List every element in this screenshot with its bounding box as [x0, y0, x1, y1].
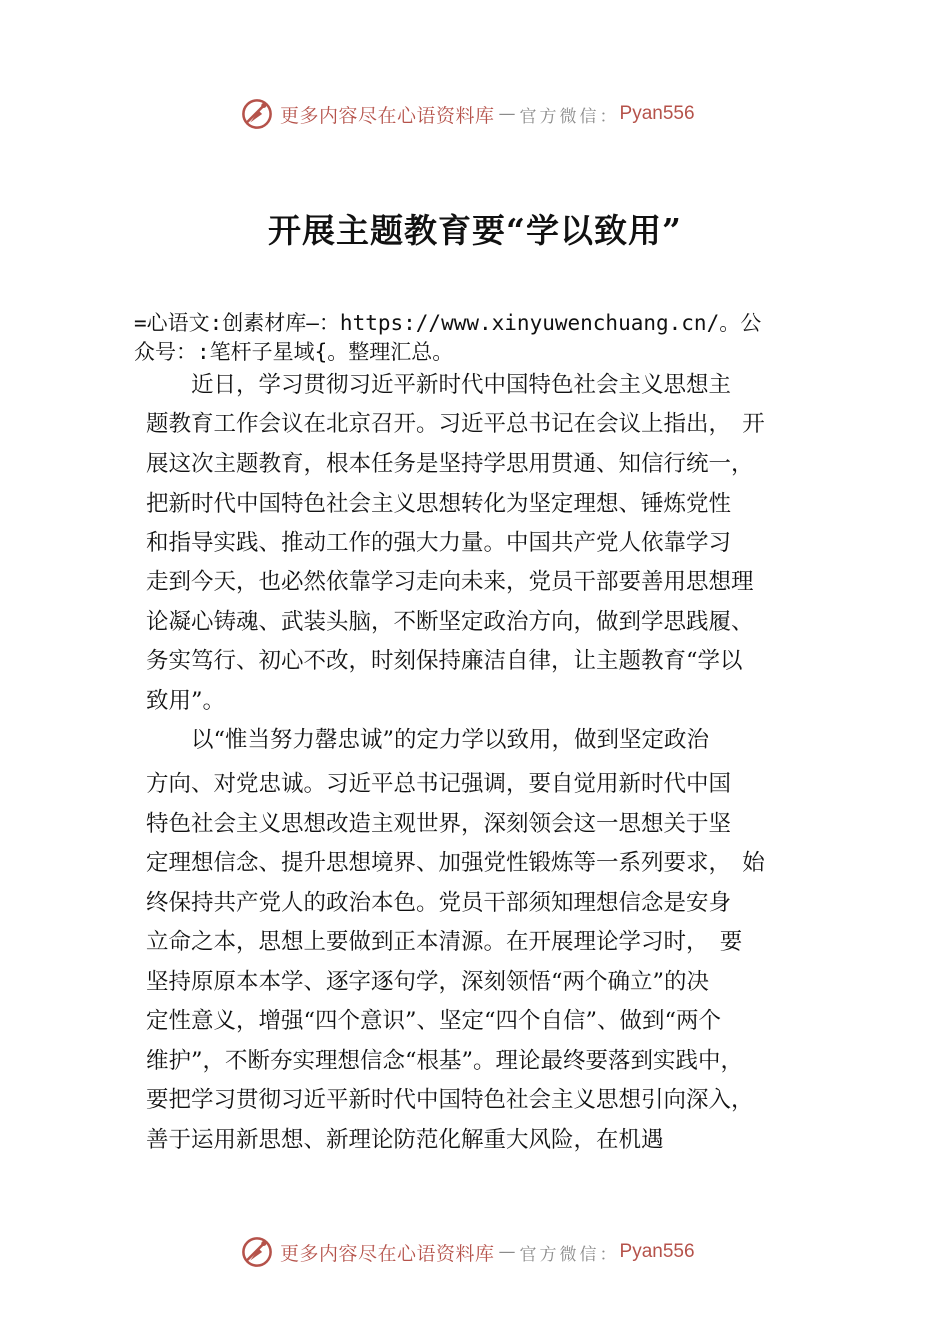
pen-logo-icon	[240, 1235, 274, 1269]
body-line: 立命之本，思想上要做到正本清源。在开展理论学习时， 要	[146, 929, 743, 955]
body-line: 以“惟当努力罄忠诚”的定力学以致用，做到坚定政治	[146, 727, 710, 753]
banner-dash: —	[498, 1242, 516, 1262]
body-line: 近日，学习贯彻习近平新时代中国特色社会主义思想主	[146, 372, 732, 398]
body-line: 方向、对党忠诚。习近平总书记强调，要自觉用新时代中国	[146, 771, 732, 797]
body-line: 务实笃行、初心不改，时刻保持廉洁自律，让主题教育“学以	[146, 648, 743, 674]
body-line: 特色社会主义思想改造主观世界，深刻领会这一思想关于坚	[146, 811, 732, 837]
body-line: 终保持共产党人的政治本色。党员干部须知理想信念是安身	[146, 890, 732, 916]
body-line: 维护”，不断夯实理想信念“根基”。理论最终要落到实践中，	[146, 1048, 744, 1074]
banner-wechat-label: 官方微信：	[519, 106, 620, 127]
banner-dash: —	[498, 104, 516, 124]
body-line: 把新时代中国特色社会主义思想转化为坚定理想、锤炼党性	[146, 491, 732, 517]
source-line: 众号：:笔杆子星域{。整理汇总。	[134, 340, 454, 364]
banner-site-text: 更多内容尽在心语资料库	[280, 104, 495, 127]
body-line: 论凝心铸魂、武装头脑，不断坚定政治方向，做到学思践履、	[146, 609, 754, 635]
page-title: 开展主题教育要“学以致用”	[268, 211, 682, 250]
banner-wechat-id: Pyan556	[619, 103, 695, 124]
body-line: 致用”。	[146, 688, 226, 714]
footer-banner	[0, 1232, 950, 1272]
source-line: =心语文:创素材库—：https://www.xinyuwenchuang.cn/。公	[134, 311, 762, 335]
body-line: 定性意义，增强“四个意识”、坚定“四个自信”、做到“两个	[146, 1008, 722, 1034]
pen-logo-icon	[240, 97, 274, 131]
body-line: 定理想信念、提升思想境界、加强党性锻炼等一系列要求， 始	[146, 850, 765, 876]
source-note	[134, 309, 834, 367]
body-line: 和指导实践、推动工作的强大力量。中国共产党人依靠学习	[146, 530, 732, 556]
body-line: 走到今天，也必然依靠学习走向未来，党员干部要善用思想理	[146, 569, 754, 595]
body-line: 善于运用新思想、新理论防范化解重大风险，在机遇	[146, 1127, 664, 1153]
banner-site-text: 更多内容尽在心语资料库	[280, 1242, 495, 1265]
body-line: 题教育工作会议在北京召开。习近平总书记在会议上指出， 开	[146, 411, 765, 437]
body-line: 要把学习贯彻习近平新时代中国特色社会主义思想引向深入，	[146, 1087, 754, 1113]
header-banner	[0, 94, 950, 134]
body-line: 坚持原原本本学、逐字逐句学，深刻领悟“两个确立”的决	[146, 969, 710, 995]
body-line: 展这次主题教育，根本任务是坚持学思用贯通、知信行统一，	[146, 451, 754, 477]
banner-wechat-id: Pyan556	[619, 1241, 695, 1262]
banner-wechat-label: 官方微信：	[519, 1244, 620, 1265]
